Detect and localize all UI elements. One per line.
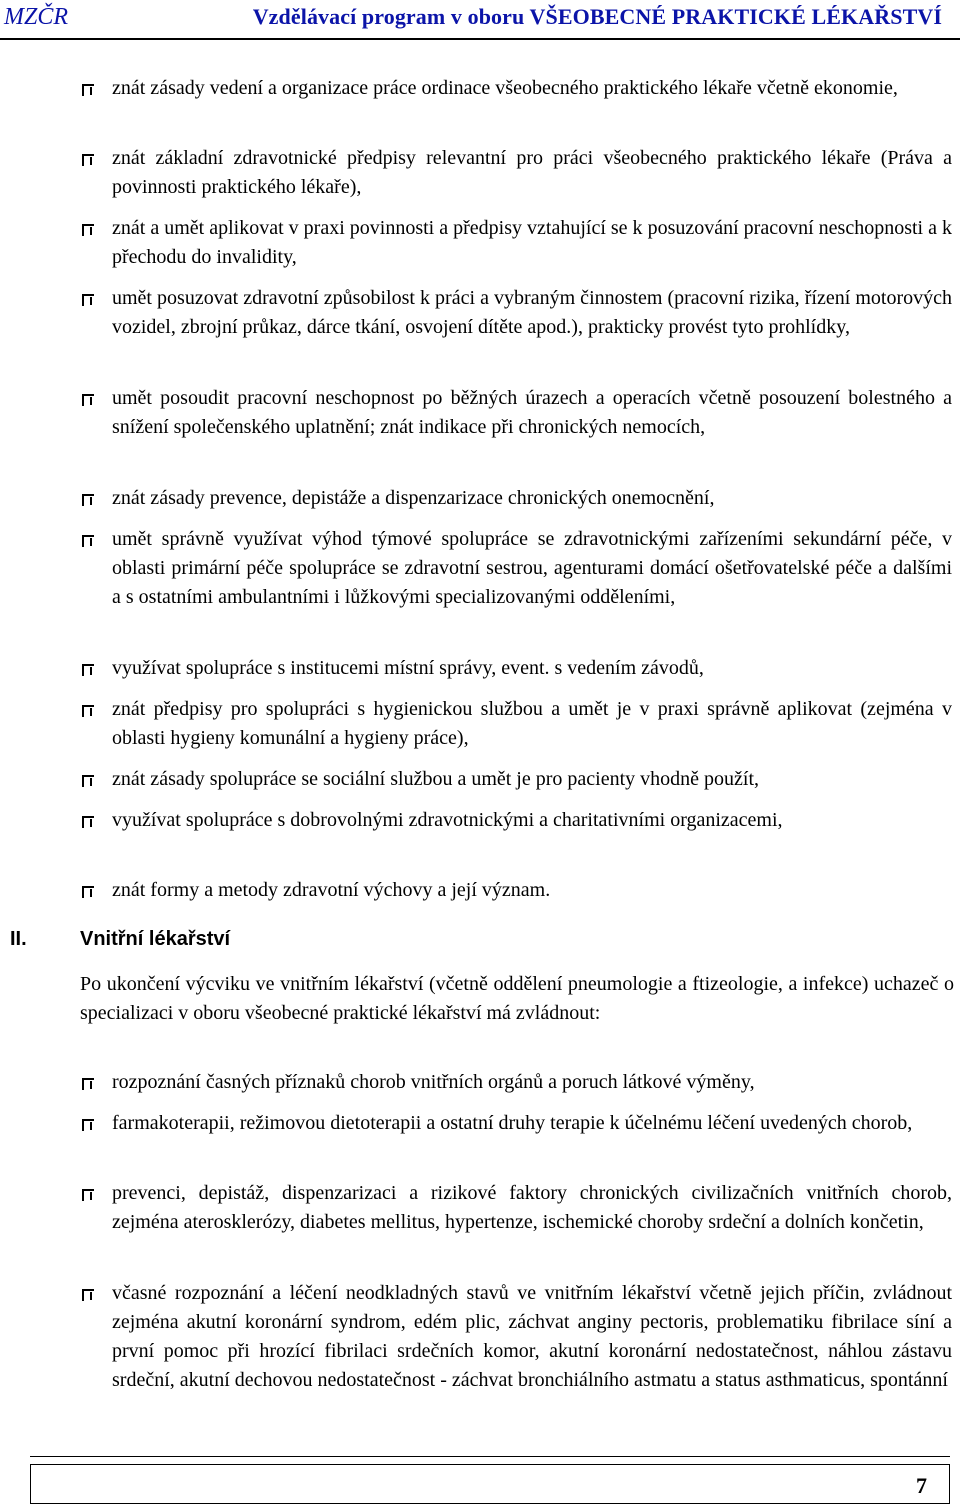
list-item-text: znát formy a metody zdravotní výchovy a její význam. — [112, 879, 551, 901]
list-item-text: využívat spolupráce s dobrovolnými zdravotnickými a charitativními organizacemi, — [112, 809, 783, 831]
checkbox-bullet-icon — [82, 294, 94, 306]
list-item-text: znát zásady prevence, depistáže a dispenzarizace chronických onemocnění, — [112, 487, 715, 509]
checkbox-bullet-icon — [82, 1119, 94, 1131]
list-item-text: znát základní zdravotnické předpisy relevantní pro práci všeobecného praktického lékaře (Práva a povinnosti praktického lékaře), — [112, 147, 952, 198]
list-item-text: farmakoterapii, režimovou dietoterapii a ostatní druhy terapie k účelnému léčení uvedených chorob, — [112, 1112, 913, 1134]
checkbox-bullet-icon — [82, 816, 94, 828]
list-item — [0, 525, 960, 654]
list-item — [0, 654, 960, 695]
page-footer — [30, 1464, 950, 1504]
section-number: II. — [10, 928, 27, 950]
section-title: Vnitřní lékařství — [80, 928, 231, 950]
checkbox-bullet-icon — [82, 394, 94, 406]
list-item — [0, 284, 960, 384]
checkbox-bullet-icon — [82, 1189, 94, 1201]
footer-divider — [30, 1456, 950, 1457]
list-item — [0, 484, 960, 525]
header-ministry-abbrev: MZČR — [4, 4, 69, 30]
list-item — [0, 1279, 960, 1429]
list-item-text: využívat spolupráce s institucemi místní správy, event. s vedením závodů, — [112, 657, 704, 679]
checkbox-bullet-icon — [82, 705, 94, 717]
checkbox-bullet-icon — [82, 494, 94, 506]
list-item-text: znát a umět aplikovat v praxi povinnosti a předpisy vztahující se k posuzování pracovní neschopnosti a k přechodu do invalidity, — [112, 217, 952, 268]
checkbox-bullet-icon — [82, 1078, 94, 1090]
checkbox-bullet-icon — [82, 224, 94, 236]
checkbox-bullet-icon — [82, 886, 94, 898]
list-item — [0, 384, 960, 484]
page-number: 7 — [916, 1473, 927, 1498]
checkbox-bullet-icon — [82, 535, 94, 547]
section-heading — [10, 928, 950, 958]
list-item — [0, 1109, 960, 1179]
requirements-list-1 — [0, 74, 960, 917]
list-item-text: znát předpisy pro spolupráci s hygienickou službou a umět je v praxi správně aplikovat (zejména v oblasti hygieny komunální a hygieny práce), — [112, 698, 952, 749]
checkbox-bullet-icon — [82, 154, 94, 166]
list-item-text: prevenci, depistáž, dispenzarizaci a rizikové faktory chronických civilizačních vnitřních chorob, zejména aterosklerózy, diabetes mellitus, hypertenze, ischemické choroby srdeční a dolních končetin, — [112, 1182, 952, 1233]
list-item — [0, 144, 960, 214]
list-item-text: rozpoznání časných příznaků chorob vnitřních orgánů a poruch látkové výměny, — [112, 1071, 755, 1093]
page-header — [0, 0, 960, 40]
requirements-list-2 — [0, 1068, 960, 1429]
section-intro: Po ukončení výcviku ve vnitřním lékařství (včetně oddělení pneumologie a ftizeologie, a infekce) uchazeč o specializaci v oboru všeobecné praktické lékařství má zvládnout: — [80, 973, 954, 1024]
checkbox-bullet-icon — [82, 775, 94, 787]
header-title: Vzdělávací program v oboru VŠEOBECNÉ PRAKTICKÉ LÉKAŘSTVÍ — [252, 4, 942, 29]
list-item — [0, 765, 960, 806]
list-item — [0, 876, 960, 917]
list-item-text: znát zásady vedení a organizace práce ordinace všeobecného praktického lékaře včetně ekonomie, — [112, 77, 898, 99]
list-item-text: umět správně využívat výhod týmové spolupráce se zdravotnickými zařízeními sekundární péče, v oblasti primární péče spolupráce se zdravotní sestrou, agenturami domácí ošetřovatelské péče a dalšími a s ostatními ambulantními i lůžkovými specializovanými odděleními, — [112, 528, 952, 608]
list-item — [0, 695, 960, 765]
list-item — [0, 1179, 960, 1279]
list-item-text: včasné rozpoznání a léčení neodkladných stavů ve vnitřním lékařství včetně jejich příčin, zvládnout zejména akutní koronární syndrom, edém plic, záchvat anginy pectoris, problematiku fibrilace síní a první pomoc při hrozící fibrilaci srdečních komor, akutní koronární nedostatečnost, náhlou zástavu srdeční, akutní dechovou nedostatečnost - záchvat bronchiálního astmatu a status asthmaticus, spontánní — [112, 1282, 952, 1391]
checkbox-bullet-icon — [82, 664, 94, 676]
list-item-text: umět posoudit pracovní neschopnost po běžných úrazech a operacích včetně posouzení bolestného a snížení společenského uplatnění; znát indikace při chronických nemocích, — [112, 387, 952, 438]
checkbox-bullet-icon — [82, 84, 94, 96]
list-item — [0, 214, 960, 284]
checkbox-bullet-icon — [82, 1289, 94, 1301]
list-item — [0, 1068, 960, 1109]
list-item-text: umět posuzovat zdravotní způsobilost k práci a vybraným činnostem (pracovní rizika, řízení motorových vozidel, zbrojní průkaz, dárce tkání, osvojení dítěte apod.), prakticky provést tyto prohlídky, — [112, 287, 952, 338]
list-item-text: znát zásady spolupráce se sociální službou a umět je pro pacienty vhodně použít, — [112, 768, 760, 790]
list-item — [0, 806, 960, 876]
list-item — [0, 74, 960, 144]
